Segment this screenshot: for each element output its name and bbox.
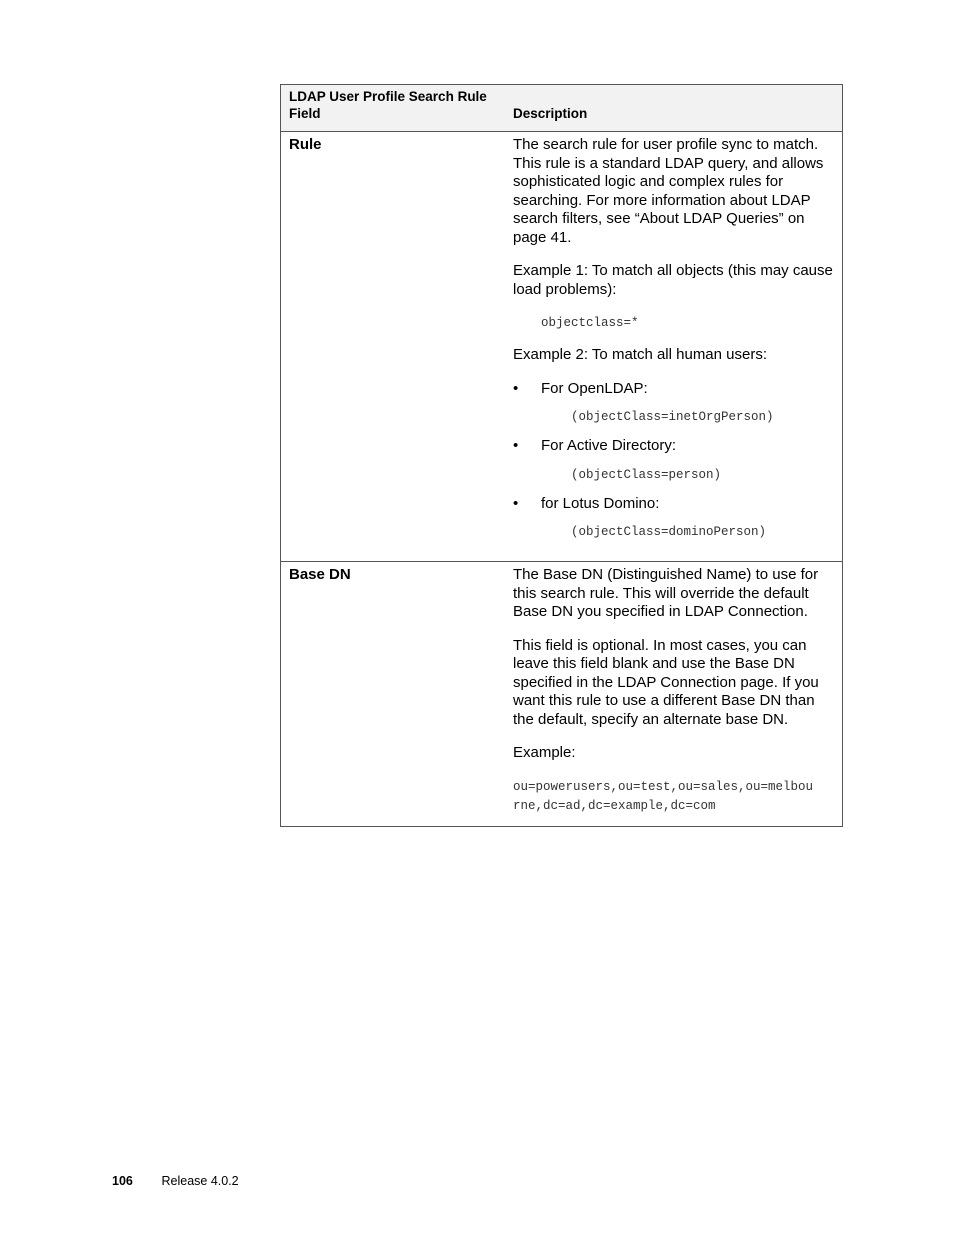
- page-footer: [112, 1174, 239, 1188]
- base-dn-paragraph-1: The Base DN (Distinguished Name) to use for this search rule. This will override the default Base DN you specified in LDAP Connection.: [513, 566, 819, 620]
- header-field-column: LDAP User Profile Search Rule Field: [289, 89, 487, 121]
- bullet-item: [513, 495, 834, 514]
- bullet-glyph: •: [513, 437, 519, 454]
- release-label: Release 4.0.2: [161, 1174, 239, 1188]
- rule-paragraph-3: Example 2: To match all human users:: [513, 346, 768, 363]
- code-example-1: objectclass=*: [541, 316, 639, 330]
- bullet-label-openldap: For OpenLDAP:: [541, 379, 648, 397]
- description-rule: [505, 132, 842, 561]
- bullet-label-active-directory: For Active Directory:: [541, 437, 677, 454]
- table-header-row: [281, 85, 842, 132]
- bullet-item: [513, 437, 834, 456]
- field-name-base-dn: Base DN: [289, 566, 351, 583]
- code-base-dn-line-2: rne,dc=ad,dc=example,dc=com: [513, 798, 716, 813]
- base-dn-paragraph-3: Example:: [513, 744, 576, 761]
- bullet-item: [513, 380, 834, 399]
- table-row-base-dn: [281, 562, 842, 826]
- rule-paragraph-2: Example 1: To match all objects (this may cause load problems):: [513, 262, 833, 298]
- ldap-search-rule-table: [280, 84, 843, 827]
- rule-paragraph-1: The search rule for user profile sync to match. This rule is a standard LDAP query, and allows sophisticated logic and complex rules for searching. For more information about LDAP search filters, see “About LDAP Queries” on page 41.: [513, 136, 824, 246]
- table-row-rule: [281, 132, 842, 562]
- code-active-directory: (objectClass=person): [571, 467, 722, 482]
- header-description-column: Description: [513, 106, 588, 121]
- code-lotus-domino: (objectClass=dominoPerson): [571, 525, 767, 539]
- bullet-glyph: •: [513, 494, 519, 512]
- page-number: 106: [112, 1174, 133, 1188]
- code-openldap: (objectClass=inetOrgPerson): [571, 410, 774, 424]
- base-dn-paragraph-2: This field is optional. In most cases, you can leave this field blank and use the Base DN specified in the LDAP Connection page. If you want this rule to use a different Base DN than the default, specify an alternate base DN.: [513, 636, 819, 728]
- bullet-glyph: •: [513, 379, 519, 397]
- code-base-dn-line-1: ou=powerusers,ou=test,ou=sales,ou=melbou: [513, 779, 814, 794]
- bullet-label-lotus-domino: for Lotus Domino:: [541, 494, 660, 512]
- description-base-dn: [505, 562, 842, 826]
- field-name-rule: Rule: [289, 136, 322, 153]
